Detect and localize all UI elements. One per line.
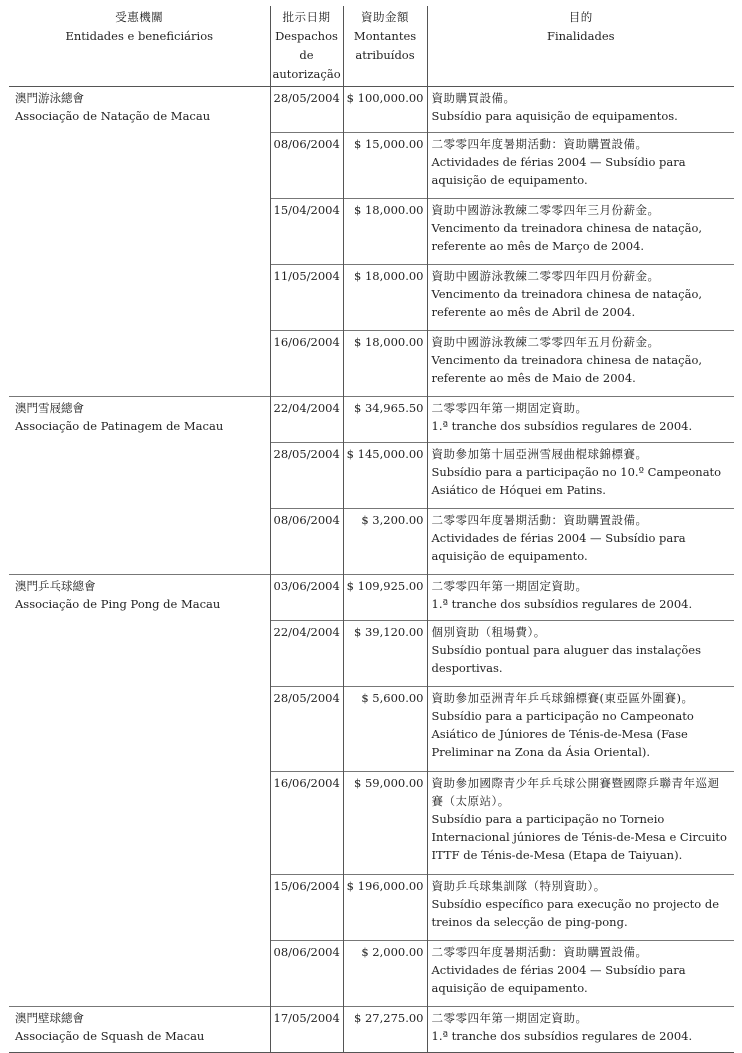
amount-cell: $ 39,120.00: [343, 621, 427, 687]
amount-cell: $ 100,000.00: [343, 87, 427, 133]
date-cell: 28/05/2004: [270, 687, 343, 772]
purpose-cell: 二零零四年度暑期活動：資助購置設備。 Actividades de férias 2004 — Subsídio para aquisição de equipamento.: [427, 941, 734, 1007]
amount-cell: $ 59,000.00: [343, 772, 427, 875]
date-cell: 22/04/2004: [270, 621, 343, 687]
table-row: [9, 397, 734, 443]
header-purpose: 目的 Finalidades: [427, 6, 734, 87]
purpose-cell: 資助參加第十屆亞洲雪屐曲棍球錦標賽。 Subsídio para a participação no 10.º Campeonato Asiático de Hóquei em Patins.: [427, 443, 734, 509]
amount-cell: $ 145,000.00: [343, 443, 427, 509]
subsidies-table: [9, 6, 734, 1053]
date-cell: 16/06/2004: [270, 331, 343, 397]
amount-cell: $ 18,000.00: [343, 199, 427, 265]
purpose-cell: 二零零四年度暑期活動：資助購置設備。 Actividades de férias 2004 — Subsídio para aquisição de equipamento.: [427, 133, 734, 199]
date-cell: 15/04/2004: [270, 199, 343, 265]
purpose-cell: 資助中國游泳教練二零零四年四月份薪金。 Vencimento da treinadora chinesa de natação, referente ao mês de Abril de 2004.: [427, 265, 734, 331]
date-cell: 11/05/2004: [270, 265, 343, 331]
date-cell: 28/05/2004: [270, 87, 343, 133]
amount-cell: $ 27,275.00: [343, 1007, 427, 1053]
table-row: [9, 87, 734, 133]
entity-cell: 澳門游泳總會 Associação de Natação de Macau: [9, 87, 270, 397]
amount-cell: $ 196,000.00: [343, 875, 427, 941]
date-cell: 28/05/2004: [270, 443, 343, 509]
date-cell: 08/06/2004: [270, 509, 343, 575]
date-cell: 22/04/2004: [270, 397, 343, 443]
purpose-cell: 資助乒乓球集訓隊（特別資助）。 Subsídio específico para execução no projecto de treinos da selecção de ping-pong.: [427, 875, 734, 941]
purpose-cell: 資助購買設備。 Subsídio para aquisição de equipamentos.: [427, 87, 734, 133]
purpose-cell: 資助中國游泳教練二零零四年三月份薪金。 Vencimento da treinadora chinesa de natação, referente ao mês de Março de 2004.: [427, 199, 734, 265]
amount-cell: $ 2,000.00: [343, 941, 427, 1007]
table-row: [9, 1007, 734, 1053]
amount-cell: $ 18,000.00: [343, 331, 427, 397]
amount-cell: $ 34,965.50: [343, 397, 427, 443]
header-amount: 資助金額 Montantes atribuídos: [343, 6, 427, 87]
entity-cell: 澳門壁球總會 Associação de Squash de Macau: [9, 1007, 270, 1053]
date-cell: 17/05/2004: [270, 1007, 343, 1053]
table-row: [9, 575, 734, 621]
purpose-cell: 資助中國游泳教練二零零四年五月份薪金。 Vencimento da treinadora chinesa de natação, referente ao mês de Maio de 2004.: [427, 331, 734, 397]
purpose-cell: 資助參加亞洲青年乒乓球錦標賽(東亞區外圍賽)。 Subsídio para a participação no Campeonato Asiático de Júniores de Ténis-de-Mesa (Fase Preliminar na Zona da Ásia Oriental).: [427, 687, 734, 772]
purpose-cell: 二零零四年第一期固定資助。 1.ª tranche dos subsídios regulares de 2004.: [427, 575, 734, 621]
header-entities: 受惠機關 Entidades e beneficiários: [9, 6, 270, 87]
entity-cell: 澳門雪屐總會 Associação de Patinagem de Macau: [9, 397, 270, 575]
purpose-cell: 二零零四年第一期固定資助。 1.ª tranche dos subsídios regulares de 2004.: [427, 1007, 734, 1053]
purpose-cell: 二零零四年第一期固定資助。 1.ª tranche dos subsídios regulares de 2004.: [427, 397, 734, 443]
purpose-cell: 資助參加國際青少年乒乓球公開賽暨國際乒聯青年巡迴賽（太原站）。 Subsídio para a participação no Torneio Internacional júniores de Ténis-de-Mesa e Circuito ITTF de Ténis-de-Mesa (Etapa de Taiyuan).: [427, 772, 734, 875]
date-cell: 08/06/2004: [270, 941, 343, 1007]
amount-cell: $ 109,925.00: [343, 575, 427, 621]
date-cell: 08/06/2004: [270, 133, 343, 199]
amount-cell: $ 3,200.00: [343, 509, 427, 575]
header-date: 批示日期 Despachos de autorização: [270, 6, 343, 87]
amount-cell: $ 5,600.00: [343, 687, 427, 772]
date-cell: 16/06/2004: [270, 772, 343, 875]
entity-cell: 澳門乒乓球總會 Associação de Ping Pong de Macau: [9, 575, 270, 1007]
header-row: [9, 6, 734, 87]
amount-cell: $ 18,000.00: [343, 265, 427, 331]
amount-cell: $ 15,000.00: [343, 133, 427, 199]
date-cell: 03/06/2004: [270, 575, 343, 621]
date-cell: 15/06/2004: [270, 875, 343, 941]
purpose-cell: 二零零四年度暑期活動：資助購置設備。 Actividades de férias 2004 — Subsídio para aquisição de equipamento.: [427, 509, 734, 575]
purpose-cell: 個別資助（租場費）。 Subsídio pontual para aluguer das instalações desportivas.: [427, 621, 734, 687]
